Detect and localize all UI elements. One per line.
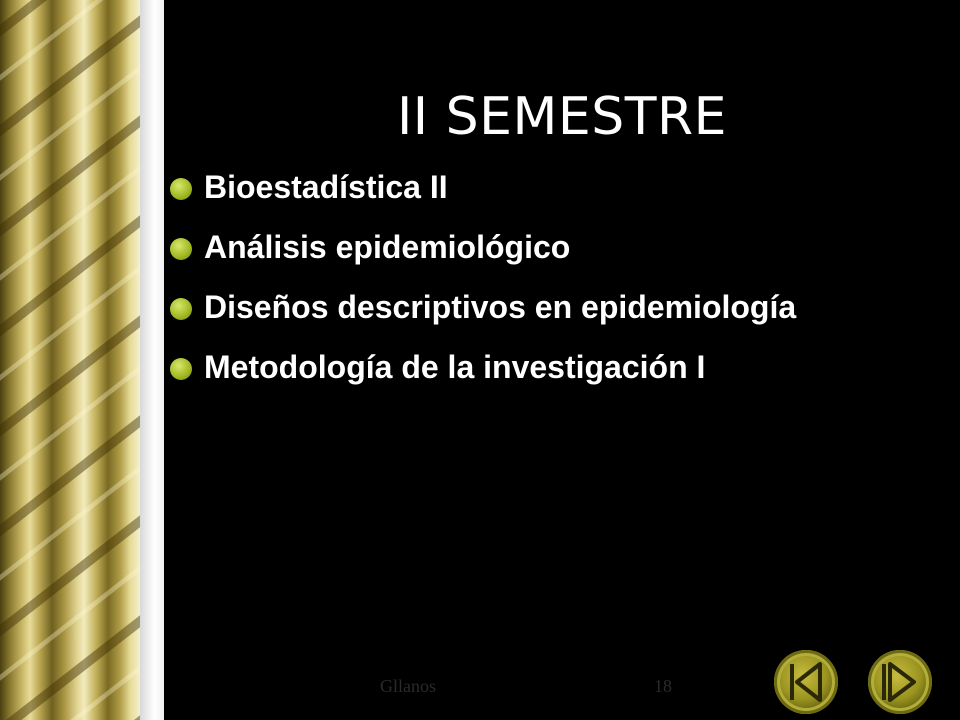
next-slide-button[interactable] xyxy=(868,650,932,714)
slide-number: 18 xyxy=(654,676,672,696)
next-arrow-icon xyxy=(868,650,932,714)
previous-arrow-icon xyxy=(774,650,838,714)
list-item xyxy=(170,288,930,326)
list-item-text: Diseños descriptivos en epidemiología xyxy=(204,289,797,325)
list-item-text: Metodología de la investigación I xyxy=(204,349,706,385)
bullet-icon xyxy=(170,298,192,320)
previous-slide-button[interactable] xyxy=(774,650,838,714)
list-item xyxy=(170,168,930,206)
bullet-icon xyxy=(170,238,192,260)
bullet-icon xyxy=(170,358,192,380)
bullet-icon xyxy=(170,178,192,200)
list-item xyxy=(170,348,930,386)
list-item-text: Análisis epidemiológico xyxy=(204,229,571,265)
footer-author: Gllanos xyxy=(380,676,436,696)
slide-title: II SEMESTRE xyxy=(396,86,728,147)
decorative-side-panel xyxy=(0,0,164,720)
bullet-list xyxy=(170,168,930,408)
list-item xyxy=(170,228,930,266)
list-item-text: Bioestadística II xyxy=(204,169,448,205)
